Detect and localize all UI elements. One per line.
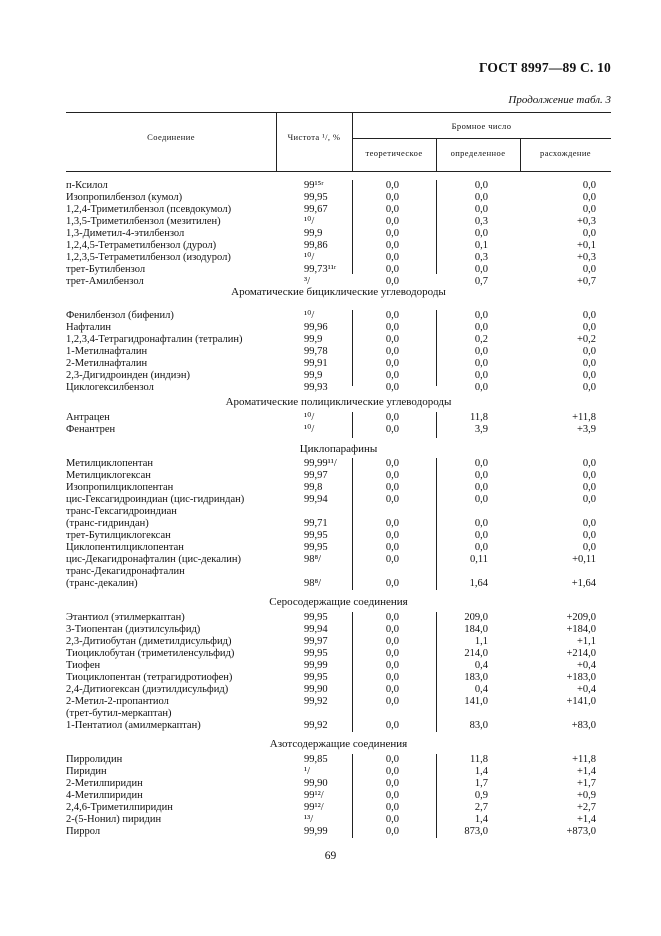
determined-cell: 0,0 [474, 370, 488, 381]
determined-cell: 0,0 [474, 228, 488, 239]
difference-cell: 0,0 [582, 382, 596, 393]
determined-cell: 0,0 [474, 482, 488, 493]
determined-cell: 0,0 [474, 530, 488, 541]
determined-cell: 0,0 [474, 346, 488, 357]
determined-cell: 83,0 [469, 720, 488, 731]
difference-cell: +3,9 [576, 424, 596, 435]
purity-cell: 99,95 [304, 542, 328, 553]
purity-cell: 99,99 [304, 660, 328, 671]
determined-cell: 184,0 [464, 624, 488, 635]
theoretical-cell: 0,0 [385, 790, 399, 801]
theoretical-cell: 0,0 [385, 660, 399, 671]
compound-cell: 1,2,3,5-Тетраметилбензол (изодурол) [66, 252, 231, 263]
difference-cell: +1,1 [576, 636, 596, 647]
determined-cell: 0,3 [474, 216, 488, 227]
compound-cell: Тиофен [66, 660, 101, 671]
purity-cell: 99,90 [304, 684, 328, 695]
compound-cell: 2,3-Дигидроинден (индиэн) [66, 370, 190, 381]
compound-cell: транс-Гексагидроиндиан [66, 506, 177, 517]
purity-cell: 99,99 [304, 826, 328, 837]
theoretical-cell: 0,0 [385, 424, 399, 435]
purity-cell: ¹⁰/ [304, 310, 315, 321]
determined-cell: 0,0 [474, 458, 488, 469]
theoretical-cell: 0,0 [385, 240, 399, 251]
compound-cell: Этантиол (этилмеркаптан) [66, 612, 185, 623]
purity-cell: 99,92 [304, 720, 328, 731]
difference-cell: +209,0 [566, 612, 596, 623]
difference-cell: 0,0 [582, 458, 596, 469]
determined-cell: 0,0 [474, 322, 488, 333]
difference-cell: +0,2 [576, 334, 596, 345]
difference-cell: +1,7 [576, 778, 596, 789]
compound-cell: 1,2,4,5-Тетраметилбензол (дурол) [66, 240, 217, 251]
table-row [66, 382, 611, 394]
theoretical-cell: 0,0 [385, 458, 399, 469]
theoretical-cell: 0,0 [385, 720, 399, 731]
compound-cell: 2,4,6-Триметилпиридин [66, 802, 173, 813]
difference-cell: +2,7 [576, 802, 596, 813]
theoretical-cell: 0,0 [385, 624, 399, 635]
determined-cell: 873,0 [464, 826, 488, 837]
compound-cell: 2,4-Дитиогексан (диэтилдисульфид) [66, 684, 229, 695]
theoretical-cell: 0,0 [385, 228, 399, 239]
table-row [66, 826, 611, 838]
purity-cell: 99,91 [304, 358, 328, 369]
table-row [66, 790, 611, 802]
purity-cell: 99,8 [304, 482, 323, 493]
determined-cell: 0,7 [474, 276, 488, 287]
col-header-bromine: Бромное число [451, 121, 512, 131]
compound-cell: Метилциклопентан [66, 458, 154, 469]
purity-cell: ¹⁰/ [304, 412, 315, 423]
difference-cell: +83,0 [571, 720, 596, 731]
purity-cell: ³/ [304, 276, 311, 287]
table-row [66, 530, 611, 542]
determined-cell: 0,11 [470, 554, 488, 565]
compound-cell: цис-Гексагидроиндиан (цис-гидриндан) [66, 494, 245, 505]
compound-cell: трет-Бутилциклогексан [66, 530, 171, 541]
table-row [66, 566, 611, 578]
determined-cell: 0,0 [474, 192, 488, 203]
difference-cell: 0,0 [582, 310, 596, 321]
difference-cell: 0,0 [582, 370, 596, 381]
table-row [66, 458, 611, 470]
determined-cell: 1,1 [474, 636, 488, 647]
compound-cell: 2-Метилнафталин [66, 358, 148, 369]
difference-cell: +0,3 [576, 216, 596, 227]
determined-cell: 0,9 [474, 790, 488, 801]
table-row [66, 518, 611, 530]
compound-cell: Антрацен [66, 412, 110, 423]
purity-cell: 99,94 [304, 624, 328, 635]
purity-cell: 99,71 [304, 518, 328, 529]
compound-cell: Изопропилбензол (кумол) [66, 192, 183, 203]
section-heading: Азотсодержащие соединения [269, 738, 408, 750]
difference-cell: +184,0 [566, 624, 596, 635]
difference-cell: 0,0 [582, 494, 596, 505]
table-row [66, 412, 611, 424]
theoretical-cell: 0,0 [385, 370, 399, 381]
compound-cell: 1,3,5-Триметилбензол (мезитилен) [66, 216, 221, 227]
table-row [66, 204, 611, 216]
theoretical-cell: 0,0 [385, 276, 399, 287]
determined-cell: 183,0 [464, 672, 488, 683]
table-row [66, 612, 611, 624]
theoretical-cell: 0,0 [385, 310, 399, 321]
determined-cell: 0,4 [474, 660, 488, 671]
table-row [66, 672, 611, 684]
purity-cell: 99,93 [304, 382, 328, 393]
compound-cell: 4-Метилпиридин [66, 790, 143, 801]
difference-cell: 0,0 [582, 322, 596, 333]
table-row [66, 802, 611, 814]
purity-cell: 99¹⁵ʳ [304, 180, 324, 191]
theoretical-cell: 0,0 [385, 180, 399, 191]
purity-cell: 98⁸/ [304, 578, 322, 589]
table-row [66, 322, 611, 334]
table-row [66, 720, 611, 732]
table-row [66, 660, 611, 672]
theoretical-cell: 0,0 [385, 334, 399, 345]
table-row [66, 554, 611, 566]
table-row [66, 766, 611, 778]
purity-cell: 99,99¹¹/ [304, 458, 337, 469]
determined-cell: 0,0 [474, 494, 488, 505]
table-row [66, 696, 611, 708]
table-row [66, 684, 611, 696]
compound-cell: 1,2,3,4-Тетрагидронафталин (тетралин) [66, 334, 243, 345]
table-row [66, 482, 611, 494]
purity-cell: ¹/ [304, 766, 311, 777]
difference-cell: +214,0 [566, 648, 596, 659]
determined-cell: 1,4 [474, 814, 488, 825]
table-row [66, 470, 611, 482]
difference-cell: +11,8 [572, 754, 596, 765]
determined-cell: 0,2 [474, 334, 488, 345]
determined-cell: 2,7 [474, 802, 488, 813]
bromine-number-table [66, 112, 611, 838]
theoretical-cell: 0,0 [385, 542, 399, 553]
difference-cell: 0,0 [582, 518, 596, 529]
theoretical-cell: 0,0 [385, 778, 399, 789]
table-row [66, 494, 611, 506]
compound-cell: Фенантрен [66, 424, 116, 435]
determined-cell: 0,0 [474, 358, 488, 369]
purity-cell: 99,95 [304, 612, 328, 623]
theoretical-cell: 0,0 [385, 192, 399, 203]
difference-cell: 0,0 [582, 470, 596, 481]
compound-cell: Тиоциклопентан (тетрагидротиофен) [66, 672, 233, 683]
theoretical-cell: 0,0 [385, 358, 399, 369]
table-row [66, 648, 611, 660]
determined-cell: 209,0 [464, 612, 488, 623]
purity-cell: 99,78 [304, 346, 328, 357]
theoretical-cell: 0,0 [385, 382, 399, 393]
compound-cell: 1,3-Диметил-4-этилбензол [66, 228, 185, 239]
theoretical-cell: 0,0 [385, 204, 399, 215]
determined-cell: 0,0 [474, 180, 488, 191]
difference-cell: +873,0 [566, 826, 596, 837]
compound-cell: 1,2,4-Триметилбензол (псевдокумол) [66, 204, 232, 215]
col-header-compound: Соединение [147, 132, 195, 142]
table-row [66, 708, 611, 720]
section-heading: Ароматические бициклические углеводороды [231, 286, 446, 298]
determined-cell: 11,8 [470, 754, 488, 765]
table-row [66, 334, 611, 346]
page-number: 69 [324, 850, 337, 862]
difference-cell: +0,3 [576, 252, 596, 263]
table-row [66, 346, 611, 358]
purity-cell: 99,95 [304, 648, 328, 659]
purity-cell: 99,90 [304, 778, 328, 789]
difference-cell: 0,0 [582, 228, 596, 239]
purity-cell: 99¹²/ [304, 790, 324, 801]
purity-cell: 99,73¹¹ʳ [304, 264, 337, 275]
theoretical-cell: 0,0 [385, 530, 399, 541]
purity-cell: 99¹²/ [304, 802, 324, 813]
table-row [66, 814, 611, 826]
determined-cell: 141,0 [464, 696, 488, 707]
table-row [66, 310, 611, 322]
compound-cell: 1-Метилнафталин [66, 346, 148, 357]
theoretical-cell: 0,0 [385, 826, 399, 837]
difference-cell: +1,4 [576, 766, 596, 777]
compound-cell: Тиоциклобутан (триметиленсульфид) [66, 648, 235, 659]
purity-cell: 99,97 [304, 636, 328, 647]
purity-cell: 99,97 [304, 470, 328, 481]
theoretical-cell: 0,0 [385, 578, 399, 589]
compound-cell: 1-Пентатиол (амилмеркаптан) [66, 720, 201, 731]
difference-cell: 0,0 [582, 530, 596, 541]
purity-cell: ¹⁰/ [304, 252, 315, 263]
purity-cell: 98⁸/ [304, 554, 322, 565]
section-heading: Циклопарафины [299, 443, 378, 455]
theoretical-cell: 0,0 [385, 518, 399, 529]
table-row [66, 754, 611, 766]
determined-cell: 0,3 [474, 252, 488, 263]
purity-cell: 99,86 [304, 240, 328, 251]
compound-cell: трет-Бутилбензол [66, 264, 146, 275]
compound-cell: Пирролидин [66, 754, 123, 765]
theoretical-cell: 0,0 [385, 754, 399, 765]
theoretical-cell: 0,0 [385, 346, 399, 357]
table-top-rule [66, 112, 611, 113]
document-code: ГОСТ 8997—89 С. 10 [478, 60, 611, 75]
difference-cell: +0,7 [576, 276, 596, 287]
difference-cell: 0,0 [582, 358, 596, 369]
theoretical-cell: 0,0 [385, 494, 399, 505]
difference-cell: +11,8 [572, 412, 596, 423]
difference-cell: +0,4 [576, 660, 596, 671]
difference-cell: +0,11 [572, 554, 596, 565]
compound-cell: Пиридин [66, 766, 107, 777]
difference-cell: +141,0 [566, 696, 596, 707]
compound-cell: п-Ксилол [66, 180, 108, 191]
determined-cell: 0,0 [474, 518, 488, 529]
compound-cell: Изопропилциклопентан [66, 482, 174, 493]
theoretical-cell: 0,0 [385, 648, 399, 659]
purity-cell: 99,85 [304, 754, 328, 765]
table-row [66, 264, 611, 276]
difference-cell: 0,0 [582, 180, 596, 191]
table-row [66, 424, 611, 436]
difference-cell: 0,0 [582, 346, 596, 357]
theoretical-cell: 0,0 [385, 636, 399, 647]
theoretical-cell: 0,0 [385, 264, 399, 275]
theoretical-cell: 0,0 [385, 554, 399, 565]
compound-cell: Нафталин [66, 322, 111, 333]
difference-cell: +1,4 [576, 814, 596, 825]
theoretical-cell: 0,0 [385, 412, 399, 423]
compound-cell: Циклогексилбензол [66, 382, 154, 393]
theoretical-cell: 0,0 [385, 672, 399, 683]
table-row [66, 180, 611, 192]
table-row [66, 778, 611, 790]
compound-cell: 2-Метил-2-пропантиол [66, 696, 169, 707]
purity-cell: 99,95 [304, 672, 328, 683]
purity-cell: 99,94 [304, 494, 328, 505]
compound-cell: 3-Тиопентан (диэтилсульфид) [66, 624, 201, 635]
theoretical-cell: 0,0 [385, 684, 399, 695]
table-row [66, 636, 611, 648]
purity-cell: 99,96 [304, 322, 328, 333]
table-continuation-label: Продолжение табл. 3 [508, 94, 611, 106]
difference-cell: 0,0 [582, 542, 596, 553]
compound-cell: (трет-бутил-меркаптан) [66, 708, 172, 719]
purity-cell: ¹³/ [304, 814, 314, 825]
theoretical-cell: 0,0 [385, 696, 399, 707]
determined-cell: 1,7 [474, 778, 488, 789]
difference-cell: 0,0 [582, 204, 596, 215]
section-heading: Серосодержащие соединения [269, 596, 408, 608]
col-header-theoretical: теоретическое [365, 148, 423, 158]
compound-cell: 2-(5-Нонил) пиридин [66, 814, 162, 825]
theoretical-cell: 0,0 [385, 766, 399, 777]
purity-cell: 99,9 [304, 334, 323, 345]
table-row [66, 370, 611, 382]
compound-cell: 2-Метилпиридин [66, 778, 143, 789]
bromine-subheader-rule [352, 138, 611, 139]
table-row [66, 192, 611, 204]
determined-cell: 0,0 [474, 310, 488, 321]
theoretical-cell: 0,0 [385, 216, 399, 227]
theoretical-cell: 0,0 [385, 802, 399, 813]
difference-cell: 0,0 [582, 264, 596, 275]
theoretical-cell: 0,0 [385, 814, 399, 825]
table-row [66, 506, 611, 518]
purity-cell: 99,9 [304, 370, 323, 381]
determined-cell: 1,64 [469, 578, 488, 589]
col-header-determined: определенное [450, 148, 506, 158]
determined-cell: 0,0 [474, 264, 488, 275]
section-heading: Ароматические полициклические углеводороды [225, 396, 452, 408]
compound-cell: (транс-гидриндан) [66, 518, 149, 529]
header-bottom-rule [66, 171, 611, 172]
table-row [66, 358, 611, 370]
determined-cell: 0,0 [474, 542, 488, 553]
difference-cell: +0,1 [576, 240, 596, 251]
theoretical-cell: 0,0 [385, 470, 399, 481]
purity-cell: 99,95 [304, 530, 328, 541]
purity-cell: ¹⁰/ [304, 216, 315, 227]
difference-cell: +183,0 [566, 672, 596, 683]
determined-cell: 3,9 [474, 424, 488, 435]
difference-cell: +0,9 [576, 790, 596, 801]
difference-cell: +1,64 [571, 578, 596, 589]
table-row [66, 578, 611, 590]
purity-cell: 99,9 [304, 228, 323, 239]
compound-cell: Пиррол [66, 826, 101, 837]
theoretical-cell: 0,0 [385, 252, 399, 263]
determined-cell: 0,0 [474, 470, 488, 481]
determined-cell: 11,8 [470, 412, 488, 423]
compound-cell: Фенилбензол (бифенил) [66, 310, 174, 321]
difference-cell: +0,4 [576, 684, 596, 695]
compound-cell: (транс-декалин) [66, 578, 138, 589]
compound-cell: цис-Декагидронафталин (цис-декалин) [66, 554, 241, 565]
theoretical-cell: 0,0 [385, 322, 399, 333]
purity-cell: ¹⁰/ [304, 424, 315, 435]
table-row [66, 216, 611, 228]
compound-cell: Циклопентилциклопентан [66, 542, 184, 553]
compound-cell: транс-Декагидронафталин [66, 566, 185, 577]
theoretical-cell: 0,0 [385, 612, 399, 623]
table-row [66, 542, 611, 554]
table-row [66, 228, 611, 240]
theoretical-cell: 0,0 [385, 482, 399, 493]
compound-cell: трет-Амилбензол [66, 276, 144, 287]
table-row [66, 252, 611, 264]
purity-cell: 99,95 [304, 192, 328, 203]
compound-cell: 2,3-Дитиобутан (диметилдисульфид) [66, 636, 232, 647]
determined-cell: 0,0 [474, 382, 488, 393]
col-header-purity: Чистота ¹/, % [287, 132, 341, 142]
difference-cell: 0,0 [582, 482, 596, 493]
difference-cell: 0,0 [582, 192, 596, 203]
table-row [66, 624, 611, 636]
determined-cell: 0,0 [474, 204, 488, 215]
purity-cell: 99,67 [304, 204, 328, 215]
determined-cell: 0,4 [474, 684, 488, 695]
determined-cell: 0,1 [474, 240, 488, 251]
table-row [66, 240, 611, 252]
col-header-difference: расхождение [540, 148, 591, 158]
compound-cell: Метилциклогексан [66, 470, 151, 481]
determined-cell: 214,0 [464, 648, 488, 659]
determined-cell: 1,4 [474, 766, 488, 777]
purity-cell: 99,92 [304, 696, 328, 707]
